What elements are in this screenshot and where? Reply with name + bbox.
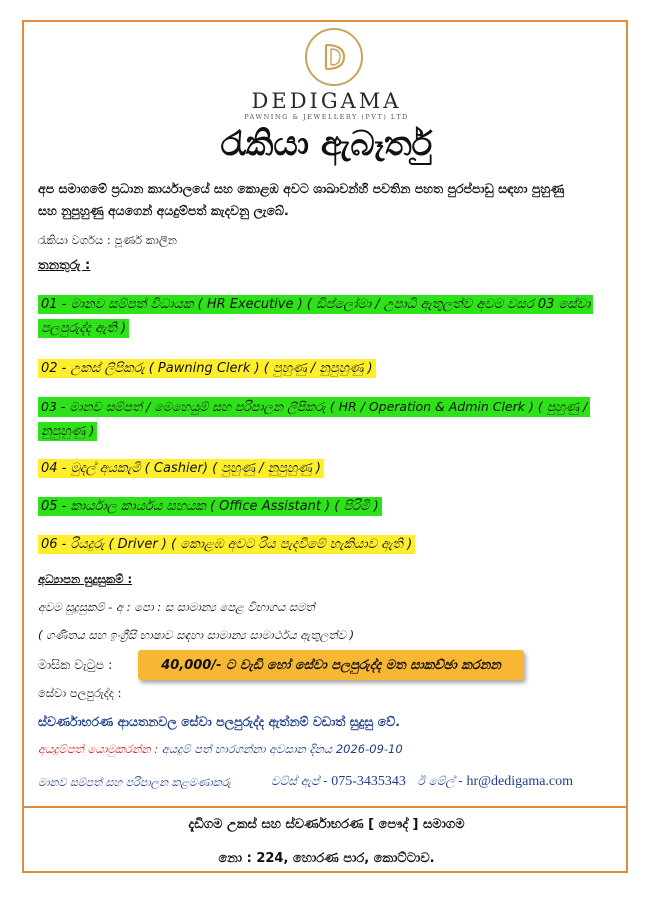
- intro-line-1: අප සමාගමේ ප්‍රධාන කාර්යාලයේ සහ කොළඹ අවට ශාඛාවන්හි පවතින පහත පුරප්පාඩු සඳහා පුහුණු: [38, 181, 565, 196]
- education-line-2: ( ගණිතය සහ ඉංග්‍රීසි භාෂාව සඳහා සාමාන්‍ය සාමාර්ථය ඇතුලත්ව ): [38, 628, 355, 642]
- footer-address: නො : 224, හොරණ පාර, කොට්ටාව.: [218, 851, 435, 866]
- intro-line-2: සහ නුපුහුණු අයගෙන් අයදුම්පත් කැදවනු ලැබේ.: [38, 203, 289, 218]
- position-1-line-1: 01 - මානව සම්පත් විධායක ( HR Executive ) ( ඩිප්ලෝමා / උපාධි ඇතුලත්ව අවම වසර 03 සේවා: [38, 295, 593, 314]
- position-1-line-2: පලපුරුද්ද ඇති ): [38, 319, 129, 338]
- contact-department: මානව සම්පත් සහ පරිපාලන කළමණාකරු: [38, 776, 231, 789]
- salary-value: 40,000/- ට වැඩි හෝ සේවා පලපුරුද්ද මත සාකච්ඡා කරනන: [161, 657, 501, 673]
- position-5: 05 - කාර්යාල කාර්යය සහයක ( Office Assistant ) ( පිරිමි ): [38, 497, 382, 516]
- contact-info: [271, 774, 573, 790]
- brand-name: DEDIGAMA: [251, 89, 402, 113]
- position-3-line-2: නුපුහුණු ): [38, 422, 97, 441]
- salary-label: මාසික වැටුප :: [38, 657, 113, 672]
- position-4: 04 - මුදල් අයකැමි ( Cashier) ( පුහුණු / නුපුහුණු ): [38, 459, 324, 478]
- whatsapp-label: වට්ස් ඇප් -: [271, 774, 332, 788]
- deadline-line: [38, 742, 403, 757]
- company-logo: [305, 28, 363, 86]
- position-3-line-1: 03 - මානව සම්පත් / මෙහෙයුම් සහ පරිපාලන ලිපිකරු ( HR / Operation & Admin Clerk ) ( පුහුණු /: [38, 397, 590, 417]
- brand-subtitle: PAWNING & JEWELLERY (PVT) LTD: [244, 113, 409, 121]
- education-heading: අධ්‍යාපන සුදුසුකම් :: [38, 572, 133, 586]
- deadline-text: අයදුම් පත් භාරගන්නා අවසාන දිනය 2026-09-10: [158, 742, 403, 756]
- position-2: 02 - උකස් ලිපිකරු ( Pawning Clerk ) ( පුහුණු / නුපුහුණු ): [38, 359, 376, 378]
- dedigama-monogram-icon: [314, 37, 354, 77]
- deadline-label: අයදුම්පත් යොමුකරන්න :: [38, 742, 159, 756]
- email-label: ඊ මේල් -: [417, 774, 467, 788]
- positions-heading: තනතුරු :: [38, 258, 91, 273]
- experience-label: සේවා පලපුරුද්ද :: [38, 686, 122, 700]
- job-type: රැකියා වර්ගය : පූර්ණ කාලීන: [38, 233, 177, 247]
- whatsapp-number[interactable]: 075-3435343: [331, 774, 406, 789]
- salary-box: [138, 650, 524, 680]
- footer-divider: [22, 806, 628, 808]
- email-address[interactable]: hr@dedigama.com: [466, 774, 574, 789]
- footer-company-name: දැඩිගම උකස් සහ ස්වර්ණාභරණ [ පෞද් ] සමාගම: [188, 817, 465, 832]
- position-6: 06 - රියදුරු ( Driver ) ( කොළඹ අවට රිය පැදවීමේ හැකියාව ඇති ): [38, 535, 415, 554]
- education-line-1: අවම සුදුසුකම් - අ : පො : ස සාමාන්‍ය පෙළ විභාගය සමත්: [38, 600, 315, 614]
- gold-experience-note: ස්වර්ණාභරණ ආයතනවල සේවා පලපුරුද්ද ඇත්නම් වඩාත් සුදුසු වේ.: [38, 714, 400, 729]
- page-title: රැකියා ඇබෑර්තු: [220, 124, 433, 164]
